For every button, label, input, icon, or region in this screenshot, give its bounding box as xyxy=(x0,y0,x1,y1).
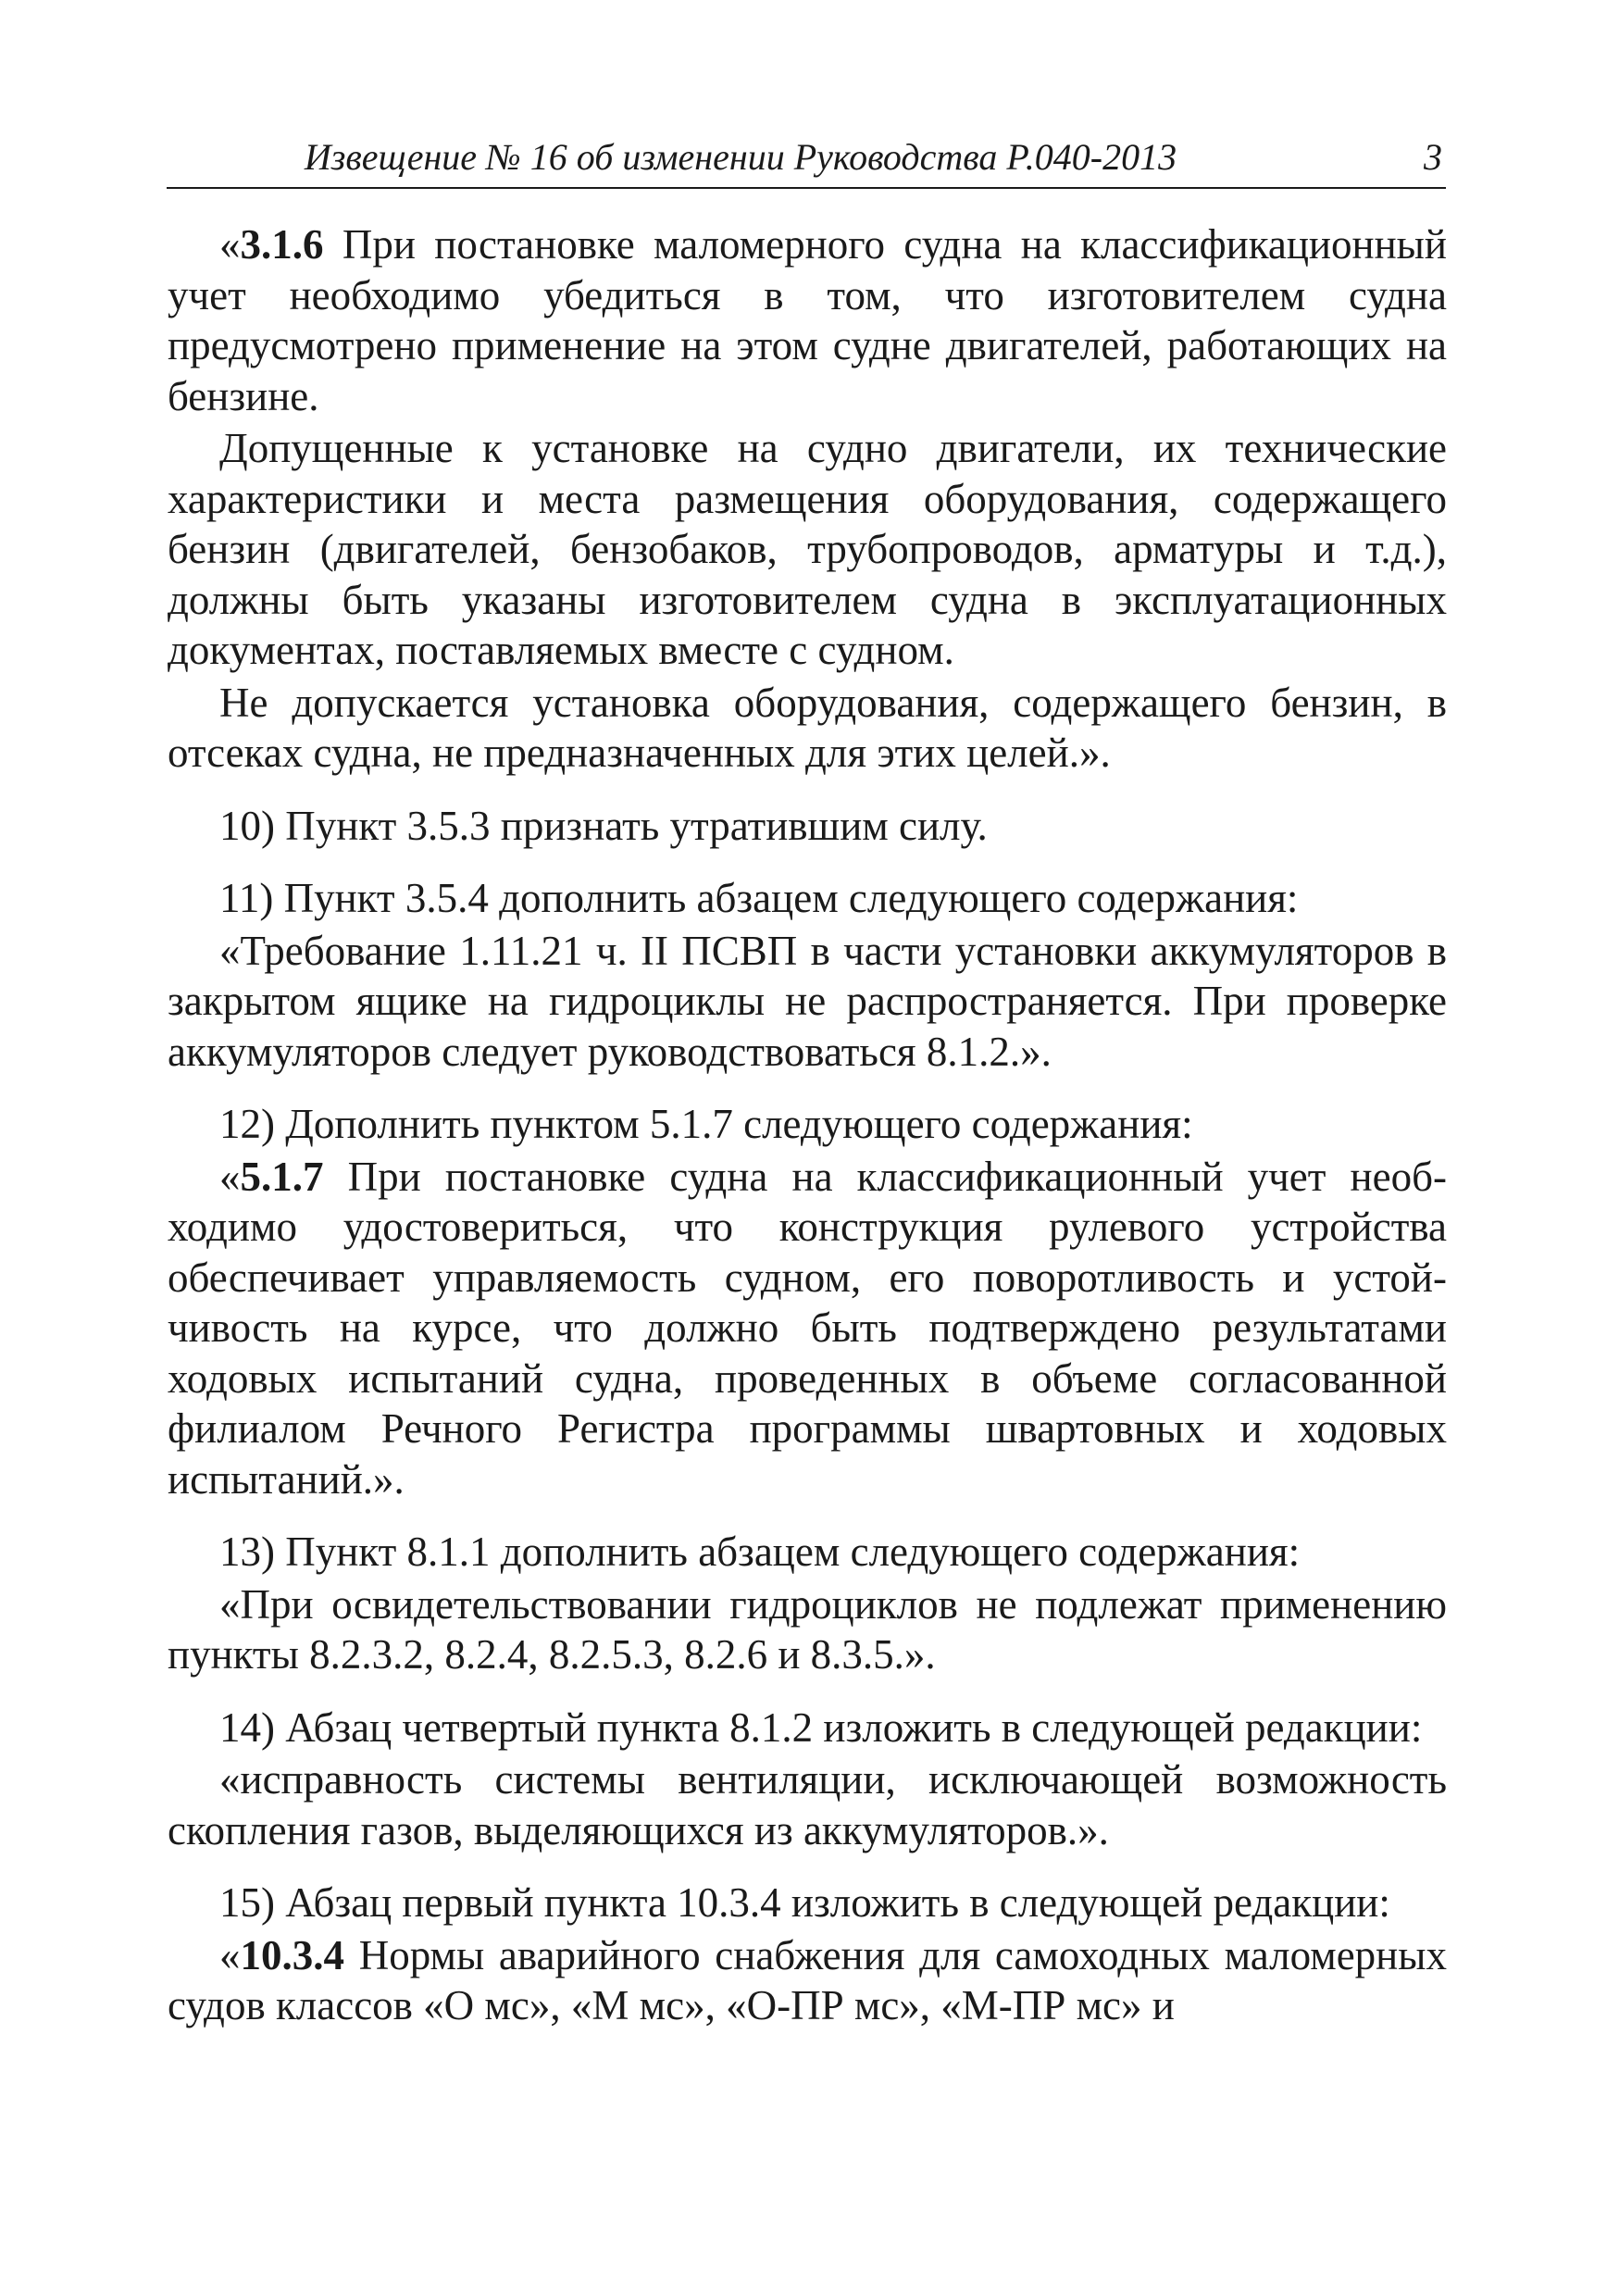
paragraph-petrol-equipment: Не допускается установка оборудования, содержащего бензин, в отсеках судна, не предназначенных для этих целей.». xyxy=(168,679,1447,776)
item-10: 10) Пункт 3.5.3 признать утратившим силу. xyxy=(219,802,988,849)
paragraph-3-1-6 xyxy=(168,219,1447,421)
item-14-text: «исправность системы вентиляции, исключающей возможность скопления газов, выделяющихся из аккумуляторов.». xyxy=(168,1756,1447,1853)
quote-open: « xyxy=(219,1153,241,1200)
running-title: Извещение № 16 об изменении Руководства Р.040-2013 xyxy=(304,136,1177,178)
quote-open: « xyxy=(219,221,241,268)
clause-number: 5.1.7 xyxy=(240,1153,324,1200)
clause-number: 3.1.6 xyxy=(240,221,324,268)
item-15: 15) Абзац первый пункта 10.3.4 изложить в следующей редакции: xyxy=(219,1879,1390,1926)
item-13: 13) Пункт 8.1.1 дополнить абзацем следующего содержания: xyxy=(219,1529,1301,1575)
item-12: 12) Дополнить пунктом 5.1.7 следующего содержания: xyxy=(219,1101,1193,1147)
paragraph-text: При постановке судна на классификационный учет необходимо удостовериться, что конструкция рулевого устройства обеспечивает управляемость судном, его поворотливость и устойчивость на курсе, что должно быть подтверждено результатами ходовых испытаний судна, проведенных в объеме согласованной филиалом Речного Регистра программы швартовных и ходовых испытаний.». xyxy=(168,1153,1447,1503)
item-14: 14) Абзац четвертый пункта 8.1.2 изложить в следующей редакции: xyxy=(219,1703,1423,1751)
paragraph-engines: Допущенные к установке на судно двигатели, их технические характеристики и места размещения оборудования, содержащего бензин (двигателей, бензобаков, трубопроводов, арматуры и т.д.), должны быть указаны изготовителем судна в эксплуатационных документах, поставляемых вместе с судном. xyxy=(168,425,1447,673)
item-11: 11) Пункт 3.5.4 дополнить абзацем следующего содержания: xyxy=(219,875,1299,921)
running-header xyxy=(167,128,1446,189)
page-number: 3 xyxy=(1424,136,1442,178)
clause-number: 10.3.4 xyxy=(240,1931,344,1978)
quote-open: « xyxy=(219,1931,241,1978)
item-12-text xyxy=(168,1152,1447,1505)
item-11-text: «Требование 1.11.21 ч. II ПСВП в части установки аккумуляторов в закрытом ящике на гидроциклы не распространяется. При проверке аккумуляторов следует руководствоваться 8.1.2.». xyxy=(168,927,1447,1075)
item-13-text: «При освидетельствовании гидроциклов не подлежат применению пункты 8.2.3.2, 8.2.4, 8.2.5.3, 8.2.6 и 8.3.5.». xyxy=(168,1580,1447,1678)
item-15-text xyxy=(168,1930,1447,2031)
document-body xyxy=(168,219,1447,2031)
paragraph-text: При постановке маломерного судна на классификационный учет необходимо убедиться в том, что изготовителем судна предусмотрено применение на этом судне двигателей, работающих на бензине. xyxy=(168,221,1447,419)
paragraph-text: Нормы аварийного снабжения для самоходных маломерных судов классов «О мс», «М мс», «О-ПР мс», «М-ПР мс» и xyxy=(168,1931,1447,2028)
